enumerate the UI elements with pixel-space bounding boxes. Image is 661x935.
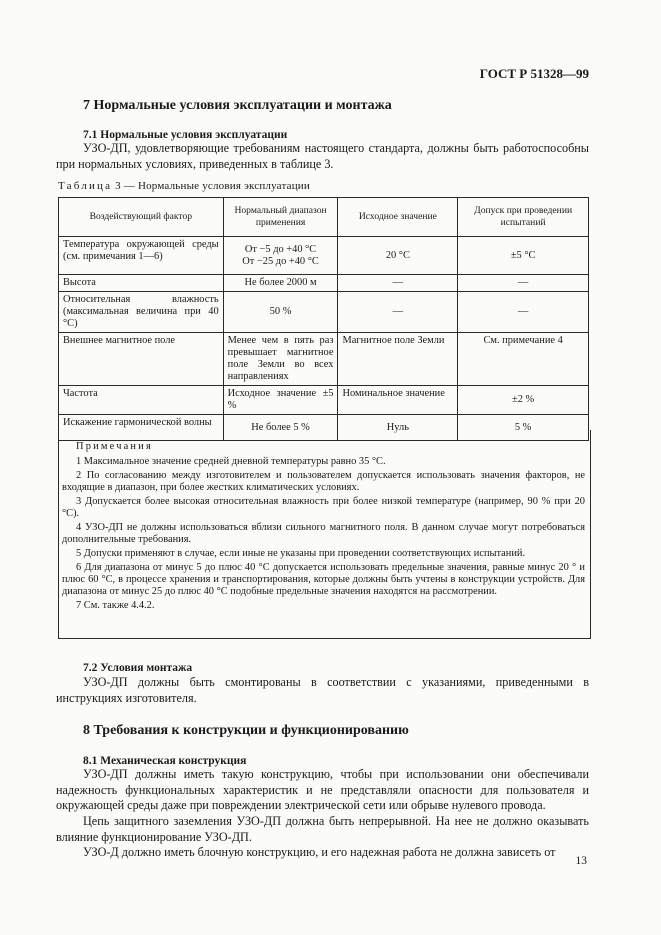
table-cell: Не более 2000 м [223,275,338,292]
table-cell: От −5 до +40 °С От −25 до +40 °С [223,237,338,275]
paragraph-8-1-3: УЗО-Д должно иметь блочную конструкцию, и его надежная работа не должна зависеть от [83,845,556,859]
table-caption-word: Таблица [58,180,113,192]
table-header-row [59,198,589,237]
table-cell: Не более 5 % [223,415,338,441]
table-row [59,237,589,275]
table-cell: Частота [59,386,224,415]
note-item: 1 Максимальное значение средней дневной температуры равно 35 °С. [76,456,386,468]
table-cell: Искажение гармонической волны [59,415,224,441]
note-item: 7 См. также 4.4.2. [76,600,155,611]
table-caption-text: 3 — Нормальные условия эксплуатации [115,180,310,192]
table-cell: Внешнее магнитное поле [59,333,224,386]
section-8-title: 8 Требования к конструкции и функционированию [83,723,409,738]
table-cell: Относительная влажность (максимальная величина при 40 °С) [59,292,224,333]
table-cell: Менее чем в пять раз превышает магнитное поле Земли во всех направлениях [223,333,338,386]
page-number: 13 [575,855,587,867]
table-cell: — [458,292,589,333]
table-row [59,275,589,292]
table-cell: Номинальное значение [338,386,458,415]
document-id: ГОСТ Р 51328—99 [479,66,589,81]
table-cell: Магнитное поле Земли [338,333,458,386]
conditions-table [58,197,589,441]
table-header-cell: Воздействующий фактор [59,198,224,237]
table-cell: 50 % [223,292,338,333]
table-cell: Температура окружающей среды (см. примечания 1—6) [59,237,224,275]
table-header-cell: Допуск при проведении испытаний [458,198,589,237]
subsection-7-2-text: УЗО-ДП должны быть смонтированы в соответствии с указаниями, приведенными в инструкциях изготовителя. [56,675,589,705]
table-cell: Высота [59,275,224,292]
note-item: 5 Допуски применяют в случае, если иные не указаны при проведении соответствующих испытаний. [76,548,526,559]
section-7-title: 7 Нормальные условия эксплуатации и монтажа [83,98,392,113]
table-header-cell: Нормальный диапазон применения [223,198,338,237]
table-header-cell: Исходное значение [338,198,458,237]
note-item: 3 Допускается более высокая относительная влажность при более низкой температуре (например, 90 % при 20 °С). [62,496,585,520]
table-cell: — [458,275,589,292]
table-cell: Нуль [338,415,458,441]
table-row [59,292,589,333]
table-cell: 20 °С [338,237,458,275]
table-caption [58,180,310,192]
table-cell: 5 % [458,415,589,441]
table-cell: Исходное значение ±5 % [223,386,338,415]
note-item: 6 Для диапазона от минус 5 до плюс 40 °С допускается использовать предельные значения, равные минус 20 ° и плюс 60 °С, в процессе хранения и транспортирования, которые должны быть учтены в конструкции устройств. Для диапазона от минус 25 до плюс 40 °С подобные предельные значения находятся на рассмотрении. [62,561,585,598]
subsection-7-1-title: 7.1 Нормальные условия эксплуатации [83,129,288,141]
note-item: 2 По согласованию между изготовителем и пользователем допускается использовать значения факторов, не входящие в диапазон, при более жестких климатических условиях. [62,470,585,494]
table-cell: ±2 % [458,386,589,415]
subsection-7-2-title: 7.2 Условия монтажа [83,662,193,674]
table-cell: ±5 °С [458,237,589,275]
notes-title: Примечания [76,441,153,452]
table-row [59,386,589,415]
table-notes [58,431,589,614]
table-row [59,333,589,386]
subsection-8-1-title: 8.1 Механическая конструкция [83,755,247,767]
note-item: 4 УЗО-ДП не должны использоваться вблизи сильного магнитного поля. В данном случае могут потребоваться дополнительные требования. [62,522,585,546]
paragraph-8-1-1: УЗО-ДП должны иметь такую конструкцию, чтобы при использовании они обеспечивали надежность функциональных характеристик и не представляли опасности для пользователя и окружающей среды даже при повреждении электрической сети или обрыве нулевого провода. [56,767,589,813]
table-cell: — [338,275,458,292]
table-cell: — [338,292,458,333]
subsection-7-1-text: УЗО-ДП, удовлетворяющие требованиям настоящего стандарта, должны быть работоспособны при нормальных условиях, приведенных в таблице 3. [56,141,589,171]
paragraph-8-1-2: Цепь защитного заземления УЗО-ДП должна быть непрерывной. На нее не должно оказывать влияние функционирование УЗО-ДП. [56,814,589,844]
table-cell: См. примечание 4 [458,333,589,386]
